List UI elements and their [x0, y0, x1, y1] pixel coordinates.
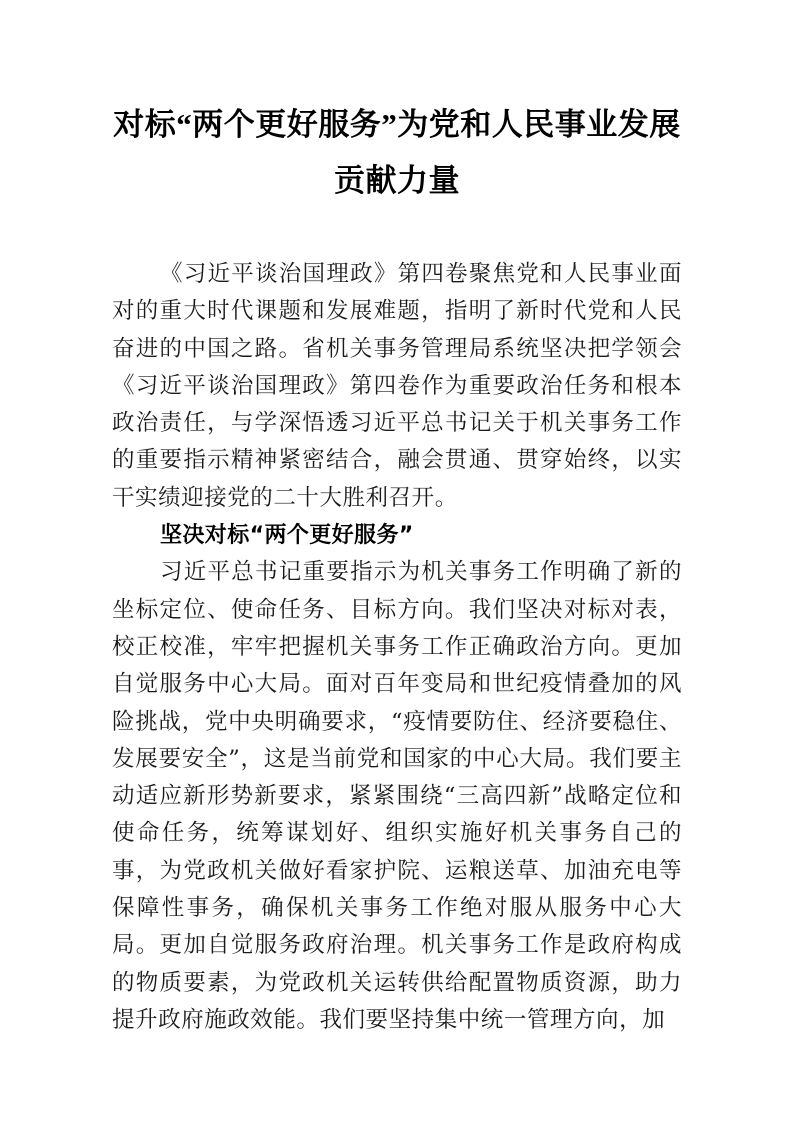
page-title — [112, 0, 682, 209]
section-heading-1: 坚决对标“两个更好服务” — [160, 523, 414, 549]
paragraph-intro: 《习近平谈治国理政》第四卷聚焦党和人民事业面对的重大时代课题和发展难题，指明了新时代党和人民奋进的中国之路。省机关事务管理局系统坚决把学领会《习近平谈治国理政》第四卷作为重要政治任务和根本政治责任，与学深悟透习近平总书记关于机关事务工作的重要指示精神紧密结合，融会贯通、贯穿始终，以实干实绩迎接党的二十大胜利召开。 — [112, 261, 682, 511]
document-content — [112, 0, 682, 1039]
paragraph-section-1-body: 习近平总书记重要指示为机关事务工作明确了新的坐标定位、使命任务、目标方向。我们坚决对标对表，校正校准，牢牢把握机关事务工作正确政治方向。更加自觉服务中心大局。面对百年变局和世纪疫情叠加的风险挑战，党中央明确要求，“疫情要防住、经济要稳住、发展要安全”，这是当前党和国家的中心大局。我们要主动适应新形势新要求，紧紧围绕“三高四新”战略定位和使命任务，统筹谋划好、组织实施好机关事务自己的事，为党政机关做好看家护院、运粮送草、加油充电等保障性事务，确保机关事务工作绝对服从服务中心大局。更加自觉服务政府治理。机关事务工作是政府构成的物质要素，为党政机关运转供给配置物质资源，助力提升政府施政效能。我们要坚持集中统一管理方向，加 — [112, 559, 682, 1033]
page-title-line-2: 贡献力量 — [334, 163, 460, 198]
page-title-line-1: 对标“两个更好服务”为党和人民事业发展 — [113, 107, 681, 142]
